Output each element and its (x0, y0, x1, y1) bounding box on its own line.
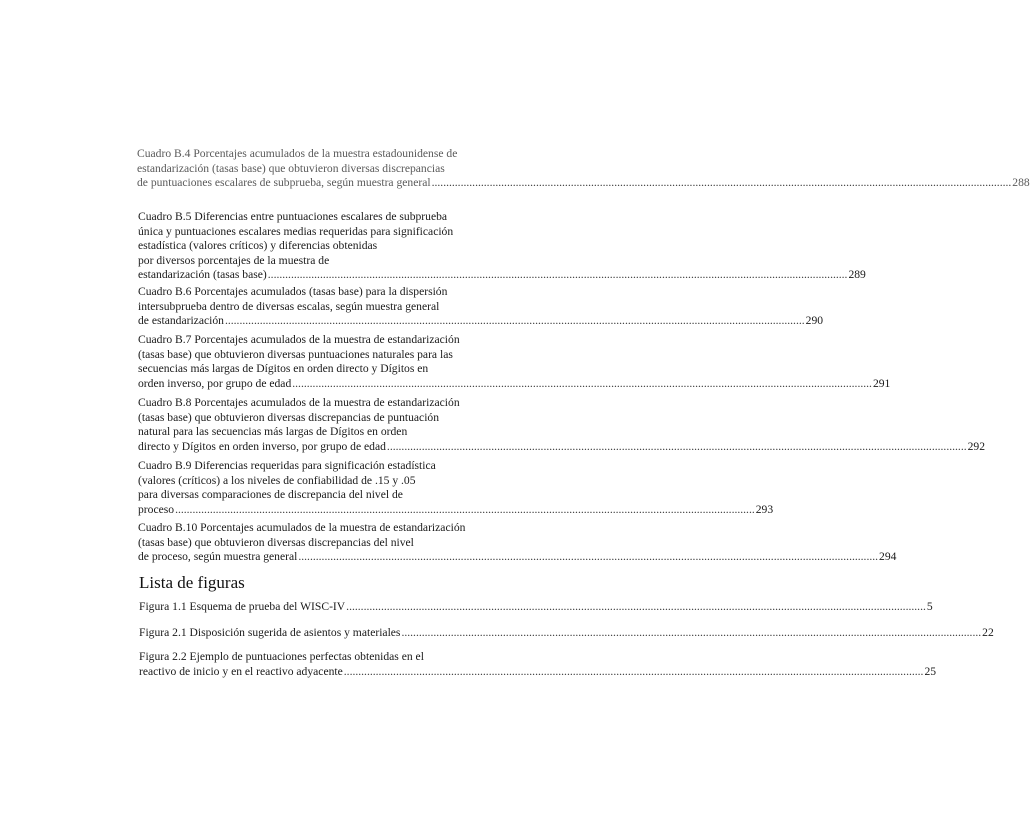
toc-entry-line: para diversas comparaciones de discrepancia del nivel de (138, 488, 403, 502)
toc-entry-line: proceso (138, 502, 175, 516)
dot-leader: ........................................................................................................................................................................................................ (175, 502, 755, 516)
page-number: 5 (926, 600, 933, 613)
toc-entry-line: de estandarización (138, 314, 224, 328)
toc-entry-line: (valores (críticos) a los niveles de confiabilidad de .15 y .05 (138, 473, 416, 487)
page-number: 288 (1012, 176, 1030, 190)
toc-entry-figura-2-1 (139, 626, 994, 641)
toc-entry-line: Cuadro B.8 Porcentajes acumulados de la muestra de estandarización (138, 396, 460, 409)
page-number: 291 (872, 376, 891, 390)
toc-entry-cuadro-b7 (138, 333, 891, 391)
toc-entry-cuadro-b9 (138, 459, 774, 517)
toc-entry-line: secuencias más largas de Dígitos en orden directo y Dígitos en (138, 362, 429, 376)
toc-entry-line: por diversos porcentajes de la muestra de (138, 253, 330, 267)
toc-entry-line: reactivo de inicio y en el reactivo adyacente (139, 664, 343, 678)
toc-entry-line: directo y Dígitos en orden inverso, por grupo de edad (138, 439, 386, 453)
toc-entry-line: Figura 2.1 Disposición sugerida de asientos y materiales (139, 626, 401, 639)
toc-entry-line: Cuadro B.5 Diferencias entre puntuaciones escalares de subprueba (138, 210, 448, 223)
toc-entry-cuadro-b5 (138, 210, 866, 283)
section-title-figures: Lista de figuras (139, 573, 245, 592)
toc-entry-line: (tasas base) que obtuvieron diversas discrepancias del nivel (138, 535, 414, 549)
page-number: 290 (805, 314, 824, 328)
page-number: 289 (848, 268, 866, 282)
toc-entry-line: Cuadro B.6 Porcentajes acumulados (tasas base) para la dispersión (138, 285, 448, 298)
toc-entry-line: (tasas base) que obtuvieron diversas puntuaciones naturales para las (138, 347, 453, 361)
toc-entry-cuadro-b8 (138, 396, 985, 454)
toc-entry-cuadro-b6 (138, 285, 824, 329)
toc-entry-line: natural para las secuencias más largas de Dígitos en orden (138, 425, 408, 439)
dot-leader: ........................................................................................................................................................................................................ (401, 626, 982, 639)
toc-entry-line: Figura 2.2 Ejemplo de puntuaciones perfectas obtenidas en el (139, 650, 424, 663)
page-number: 294 (879, 550, 897, 564)
page-number: 22 (982, 626, 994, 639)
page-number: 292 (967, 439, 985, 453)
toc-entry-figura-1-1 (139, 600, 933, 615)
dot-leader: ........................................................................................................................................................................................................ (343, 664, 924, 678)
dot-leader: ........................................................................................................................................................................................................ (386, 439, 967, 453)
toc-entry-line: de proceso, según muestra general (138, 550, 298, 564)
page-number: 293 (755, 502, 774, 516)
dot-leader: ........................................................................................................................................................................................................ (346, 600, 926, 613)
dot-leader: ........................................................................................................................................................................................................ (298, 550, 879, 564)
dot-leader: ........................................................................................................................................................................................................ (431, 176, 1012, 190)
dot-leader: ........................................................................................................................................................................................................ (267, 268, 848, 282)
toc-entry-line: Figura 1.1 Esquema de prueba del WISC-IV (139, 600, 346, 613)
toc-entry-line: estandarización (tasas base) que obtuvieron diversas discrepancias (137, 161, 445, 175)
toc-entry-line: Cuadro B.7 Porcentajes acumulados de la muestra de estandarización (138, 333, 460, 346)
toc-entry-line: intersubprueba dentro de diversas escalas, según muestra general (138, 299, 440, 313)
toc-entry-cuadro-b10 (138, 521, 897, 565)
toc-entry-line: (tasas base) que obtuvieron diversas discrepancias de puntuación (138, 410, 440, 424)
toc-entry-line: Cuadro B.4 Porcentajes acumulados de la muestra estadounidense de (137, 147, 458, 160)
toc-entry-figura-2-2 (139, 650, 937, 679)
dot-leader: ........................................................................................................................................................................................................ (292, 376, 872, 390)
toc-entry-line: Cuadro B.9 Diferencias requeridas para significación estadística (138, 459, 436, 472)
toc-entry-line: estandarización (tasas base) (138, 268, 267, 282)
toc-entry-cuadro-b4 (137, 147, 1030, 191)
toc-entry-line: Cuadro B.10 Porcentajes acumulados de la muestra de estandarización (138, 521, 466, 534)
toc-entry-line: orden inverso, por grupo de edad (138, 376, 292, 390)
toc-entry-line: de puntuaciones escalares de subprueba, según muestra general (137, 176, 431, 190)
toc-entry-line: estadística (valores críticos) y diferencias obtenidas (138, 239, 378, 253)
page-number: 25 (924, 664, 937, 678)
toc-entry-line: única y puntuaciones escalares medias requeridas para significación (138, 224, 454, 238)
dot-leader: ........................................................................................................................................................................................................ (224, 314, 805, 328)
